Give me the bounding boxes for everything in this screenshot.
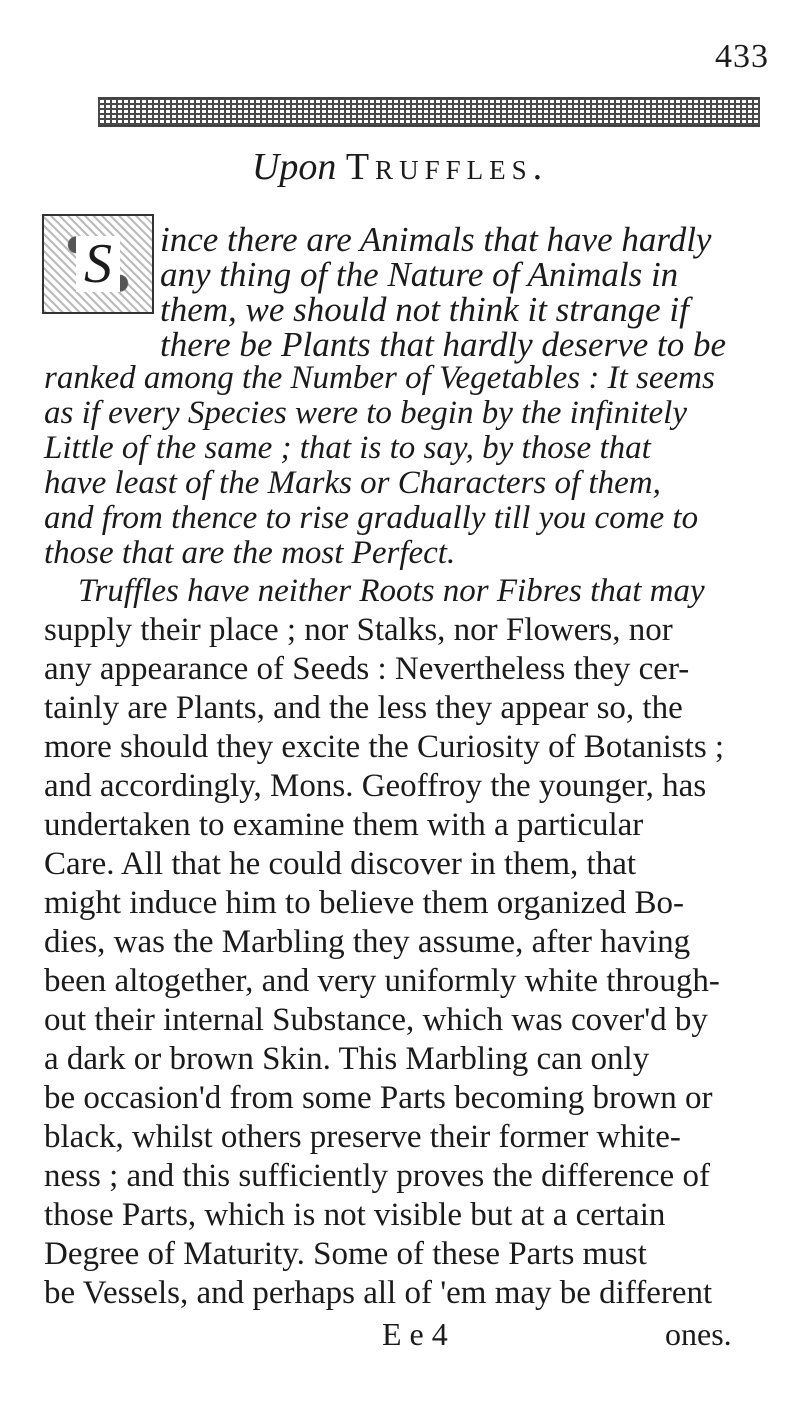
catchword: ones. [665, 1316, 732, 1352]
body-line-13: a dark or brown Skin. This Marbling can only [44, 1041, 650, 1077]
italic-line-4: there be Plants that hardly deserve to be [160, 325, 727, 364]
body-line-2: supply their place ; nor Stalks, nor Flowers, nor [44, 612, 673, 648]
drop-cap-letter: S [76, 236, 120, 292]
body-line-1-text: Truffles have neither Roots nor Fibres that may [78, 573, 705, 609]
page-number: 433 [715, 38, 769, 75]
body-line-12: out their internal Substance, which was cover'd by [44, 1002, 708, 1038]
decorated-initial [42, 214, 154, 314]
body-line-14: be occasion'd from some Parts becoming brown or [44, 1080, 713, 1116]
body-line-9: might induce him to believe them organized Bo- [44, 885, 684, 921]
body-line-5: more should they excite the Curiosity of Botanists ; [44, 729, 725, 765]
body-line-16: ness ; and this sufficiently proves the difference of [44, 1158, 710, 1194]
italic-line-5: ranked among the Number of Vegetables : It seems [44, 360, 715, 396]
italic-line-10: those that are the most Perfect. [44, 535, 456, 571]
ornamental-headpiece [98, 97, 760, 127]
body-line-15: black, whilst others preserve their former white- [44, 1119, 681, 1155]
body-line-3: any appearance of Seeds : Nevertheless they cer- [44, 651, 690, 687]
signature-mark: E e 4 [382, 1316, 448, 1352]
body-line-1 [78, 575, 705, 608]
italic-line-3: them, we should not think it strange if [160, 290, 689, 329]
body-line-18: Degree of Maturity. Some of these Parts must [44, 1236, 647, 1272]
italic-line-9: and from thence to rise gradually till you come to [44, 500, 699, 536]
body-line-6: and accordingly, Mons. Geoffroy the younger, has [44, 768, 707, 804]
body-line-11: been altogether, and very uniformly white through- [44, 963, 720, 999]
italic-line-6: as if every Species were to begin by the infinitely [44, 395, 687, 431]
body-line-19: be Vessels, and perhaps all of 'em may be different [44, 1275, 713, 1311]
italic-line-1: ince there are Animals that have hardly [160, 220, 712, 259]
body-line-17: those Parts, which is not visible but at a certain [44, 1197, 666, 1233]
heading-title: Truffles. [345, 146, 549, 188]
body-line-10: dies, was the Marbling they assume, after having [44, 924, 691, 960]
italic-line-2: any thing of the Nature of Animals in [160, 255, 679, 294]
body-line-4: tainly are Plants, and the less they appear so, the [44, 690, 683, 726]
heading-upon: Upon [251, 146, 337, 188]
italic-line-7: Little of the same ; that is to say, by those that [44, 430, 651, 466]
body-line-8: Care. All that he could discover in them, that [44, 846, 637, 882]
body-line-7: undertaken to examine them with a particular [44, 807, 644, 843]
italic-line-8: have least of the Marks or Characters of them, [44, 465, 661, 501]
section-heading [0, 148, 800, 186]
